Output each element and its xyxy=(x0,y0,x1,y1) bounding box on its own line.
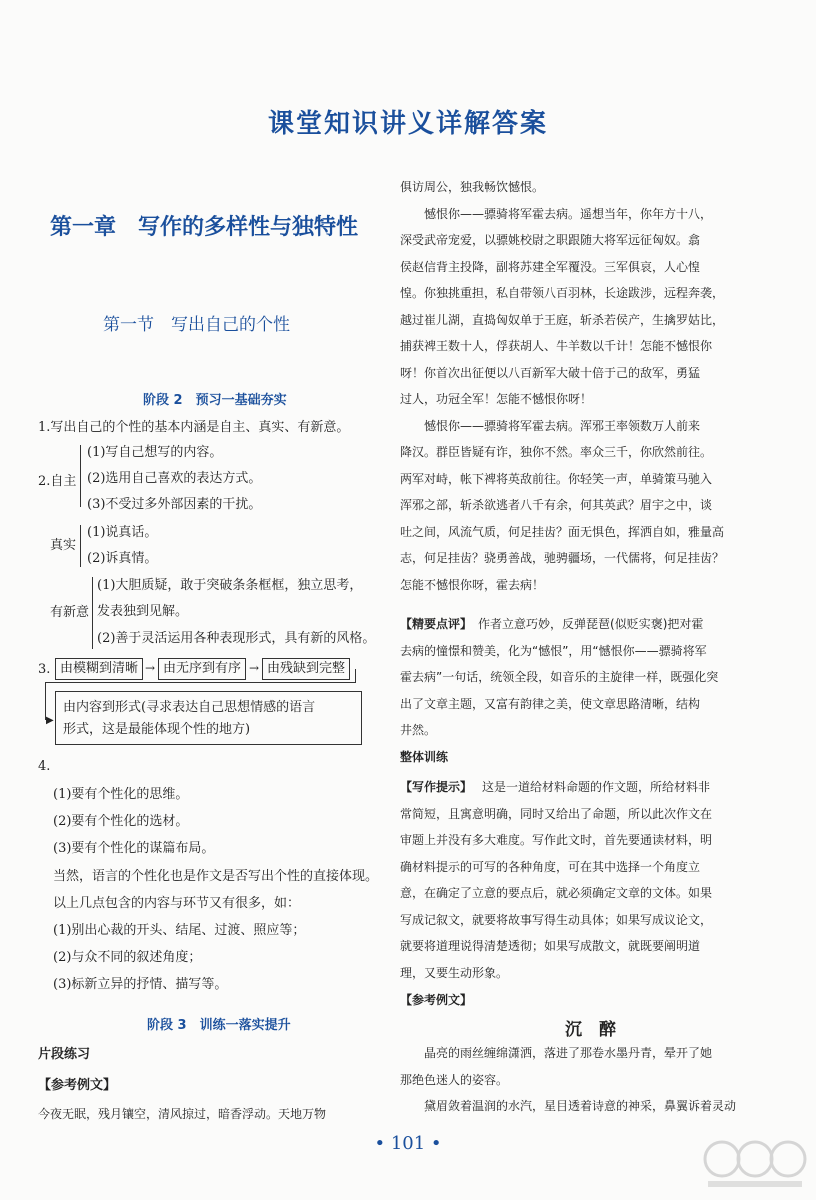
comment-line: 去病的憧憬和赞美，化为“憾恨”，用“憾恨你——骠骑将军 xyxy=(400,643,707,658)
q4-line: 以上几点包含的内容与环节又有很多，如： xyxy=(53,895,301,911)
youxinyi-item-1b: 发表独到见解。 xyxy=(97,604,189,619)
hint-line: 审题上并没有多大难度。写作此文时，首先要通读材料，明 xyxy=(400,833,713,847)
cankao-right-tag: 【参考例文】 xyxy=(400,993,473,1007)
content-form-line-2: 形式，这是最能体现个性的地方) xyxy=(63,722,251,737)
comment-line: 霍去病”一句话，统领全段，如音乐的主旋律一样，既强化突 xyxy=(400,670,719,684)
right-essay-block xyxy=(400,174,724,598)
q4-label: 4. xyxy=(38,759,51,774)
hint-line: 意，在确定了立意的要点后，就必须确定文章的文体。如果 xyxy=(400,886,713,900)
essay-line: 捕获裨王数十人，俘获胡人、牛羊数以千计！怎能不憾恨你 xyxy=(400,339,713,353)
q1-text: 1.写出自己的个性的基本内涵是自主、真实、有新意。 xyxy=(38,420,350,435)
content-form-line-1: 由内容到形式(寻求表达自己思想情感的语言 xyxy=(63,700,316,715)
essay-line: 深受武帝宠爱，以骠姚校尉之职跟随大将军远征匈奴。翕 xyxy=(400,233,701,247)
youxinyi-item-2: (2)善于灵活运用各种表现形式，具有新的风格。 xyxy=(97,631,376,646)
comment-line: 出了文章主题，又富有韵律之美，使文章思路清晰，结构 xyxy=(400,696,701,711)
youxinyi-label: 有新意 xyxy=(50,605,90,620)
essay-intro-block xyxy=(400,1040,736,1120)
stage2-heading: 阶段 2 预习一基础夯实 xyxy=(143,393,287,408)
section-heading: 第一节 写出自己的个性 xyxy=(103,315,290,335)
essay-line: 越过崔儿湖，直捣匈奴单于王庭，斩杀若侯产，生擒罗姑比， xyxy=(400,312,725,327)
comment-line: 作者立意巧妙，反弹琵琶(似贬实褒)把对霍 xyxy=(478,617,704,631)
flow-box-2: 由无序到有序 xyxy=(158,658,246,680)
q4-line: (1)别出心裁的开头、结尾、过渡、照应等； xyxy=(53,923,306,939)
zizhu-brace xyxy=(80,445,81,507)
hint-line: 确材料提示的可写的各种角度，可在其中选择一个角度立 xyxy=(400,859,701,874)
essay-line: 俱访周公，独我畅饮憾恨。 xyxy=(400,180,545,194)
essay-line: 降汉。群臣皆疑有诈，独你不然。率众三千，你欣然前往。 xyxy=(400,445,713,459)
essay-line: 两军对峙，帐下裨将英敌前往。你轻笑一声，单骑策马驰入 xyxy=(400,471,713,486)
q4-line: (3)标新立异的抒情、描写等。 xyxy=(53,977,228,993)
youxinyi-item-1: (1)大胆质疑，敢于突破条条框框，独立思考， xyxy=(97,578,363,593)
hint-line: 理，又要生动形象。 xyxy=(400,965,509,980)
q4-line: 当然，语言的个性化也是作文是否写出个性的直接体现。 xyxy=(53,868,379,884)
hint-line: 写成记叙文，就要将故事写得生动具体；如果写成议论文， xyxy=(400,912,713,927)
zizhu-label: 2.自主 xyxy=(38,474,77,489)
xiezuo-block xyxy=(400,774,712,986)
watermark-logo-icon xyxy=(700,1135,810,1190)
flow-box-1: 由模糊到清晰 xyxy=(55,658,143,680)
zizhu-item-1: (1)写自己想写的内容。 xyxy=(87,445,223,460)
q4-line: (3)要有个性化的谋篇布局。 xyxy=(53,841,215,857)
essay-line: 浑邪之部，斩杀欲逃者八千有余，何其英武？眉宇之中，谈 xyxy=(400,498,713,512)
xiezuo-tag: 【写作提示】 xyxy=(400,780,473,794)
zizhu-item-3: (3)不受过多外部因素的干扰。 xyxy=(87,497,262,512)
zhenshi-label: 真实 xyxy=(50,538,77,553)
zhenshi-brace xyxy=(80,525,81,567)
page-title: 课堂知识讲义详解答案 xyxy=(267,109,548,139)
chapter-heading: 第一章 写作的多样性与独特性 xyxy=(50,215,359,240)
page-number-text: 101 xyxy=(390,1133,426,1154)
essay-line: 过人，功冠全军！怎能不憾恨你呀！ xyxy=(400,392,593,406)
zhenshi-item-2: (2)诉真情。 xyxy=(87,551,158,566)
essay-line: 憾恨你——骠骑将军霍去病。遥想当年，你年方十八， xyxy=(400,206,713,221)
page-number: • 101 • xyxy=(374,1133,442,1154)
essay-title: 沉 醉 xyxy=(565,1020,616,1040)
flow-arrow-3: ▶ xyxy=(46,715,54,726)
pianduan-heading: 片段练习 xyxy=(38,1047,91,1062)
essay-line: 志，何足挂齿？骁勇善战，驰骋疆场，一代儒将，何足挂齿？ xyxy=(400,551,725,565)
q4-line: (1)要有个性化的思维。 xyxy=(53,787,189,802)
q3-label: 3. xyxy=(38,662,51,677)
essay-line: 吐之间，风流气质，何足挂齿？面无惧色，挥洒自如，雅量高 xyxy=(400,524,725,539)
essay-intro-line: 那绝色迷人的姿容。 xyxy=(400,1072,509,1087)
essay-line: 惶。你独挑重担，私自带领八百羽林，长途跋涉，远程奔袭， xyxy=(400,286,725,300)
cankao-left-tag: 【参考例文】 xyxy=(38,1078,117,1093)
flow-arrow-1: → xyxy=(145,661,156,675)
comment-line: 井然。 xyxy=(400,723,437,737)
stage3-heading: 阶段 3 训练一落实提升 xyxy=(147,1018,291,1033)
essay-line: 呀！你首次出征便以八百新军大破十倍于己的敌军，勇猛 xyxy=(400,365,701,380)
flow-box-3: 由残缺到完整 xyxy=(262,658,350,680)
left-last-line: 今夜无眠，残月镶空，清风掠过，暗香浮动。天地万物 xyxy=(38,1107,327,1121)
essay-line: 憾恨你——骠骑将军霍去病。浑邪王率领数万人前来 xyxy=(400,418,701,433)
content-form-box xyxy=(55,691,362,745)
jingyao-tag: 【精要点评】 xyxy=(400,617,473,631)
hint-line: 这是一道给材料命题的作文题，所给材料非 xyxy=(482,780,711,794)
q4-line: (2)要有个性化的选材。 xyxy=(53,814,189,830)
q4-line: (2)与众不同的叙述角度； xyxy=(53,950,202,966)
youxinyi-brace xyxy=(92,577,93,649)
essay-line: 怎能不憾恨你呀，霍去病！ xyxy=(400,577,545,592)
essay-line: 侯赵信背主投降，副将苏建全军覆没。三军俱哀，人心惶 xyxy=(400,259,701,274)
jingyao-block xyxy=(400,611,718,744)
flow-connector-right xyxy=(355,669,356,682)
essay-intro-line: 黛眉敛着温润的水汽，星目透着诗意的神采，鼻翼诉着灵动 xyxy=(400,1099,737,1113)
flow-connector-bottom xyxy=(45,682,356,683)
zhengti-heading: 整体训练 xyxy=(400,750,449,764)
flow-arrow-2: → xyxy=(249,661,260,675)
zhenshi-item-1: (1)说真话。 xyxy=(87,525,158,540)
essay-intro-line: 晶亮的雨丝缠绵潇洒，落进了那卷水墨丹青，晕开了她 xyxy=(400,1046,713,1060)
zizhu-item-2: (2)选用自己喜欢的表达方式。 xyxy=(87,471,262,486)
q4-list xyxy=(53,781,378,999)
hint-line: 常简短，且寓意明确，同时又给出了命题，所以此次作文在 xyxy=(400,806,713,821)
hint-line: 就要将道理说得清楚透彻；如果写成散文，就既要阐明道 xyxy=(400,939,701,953)
